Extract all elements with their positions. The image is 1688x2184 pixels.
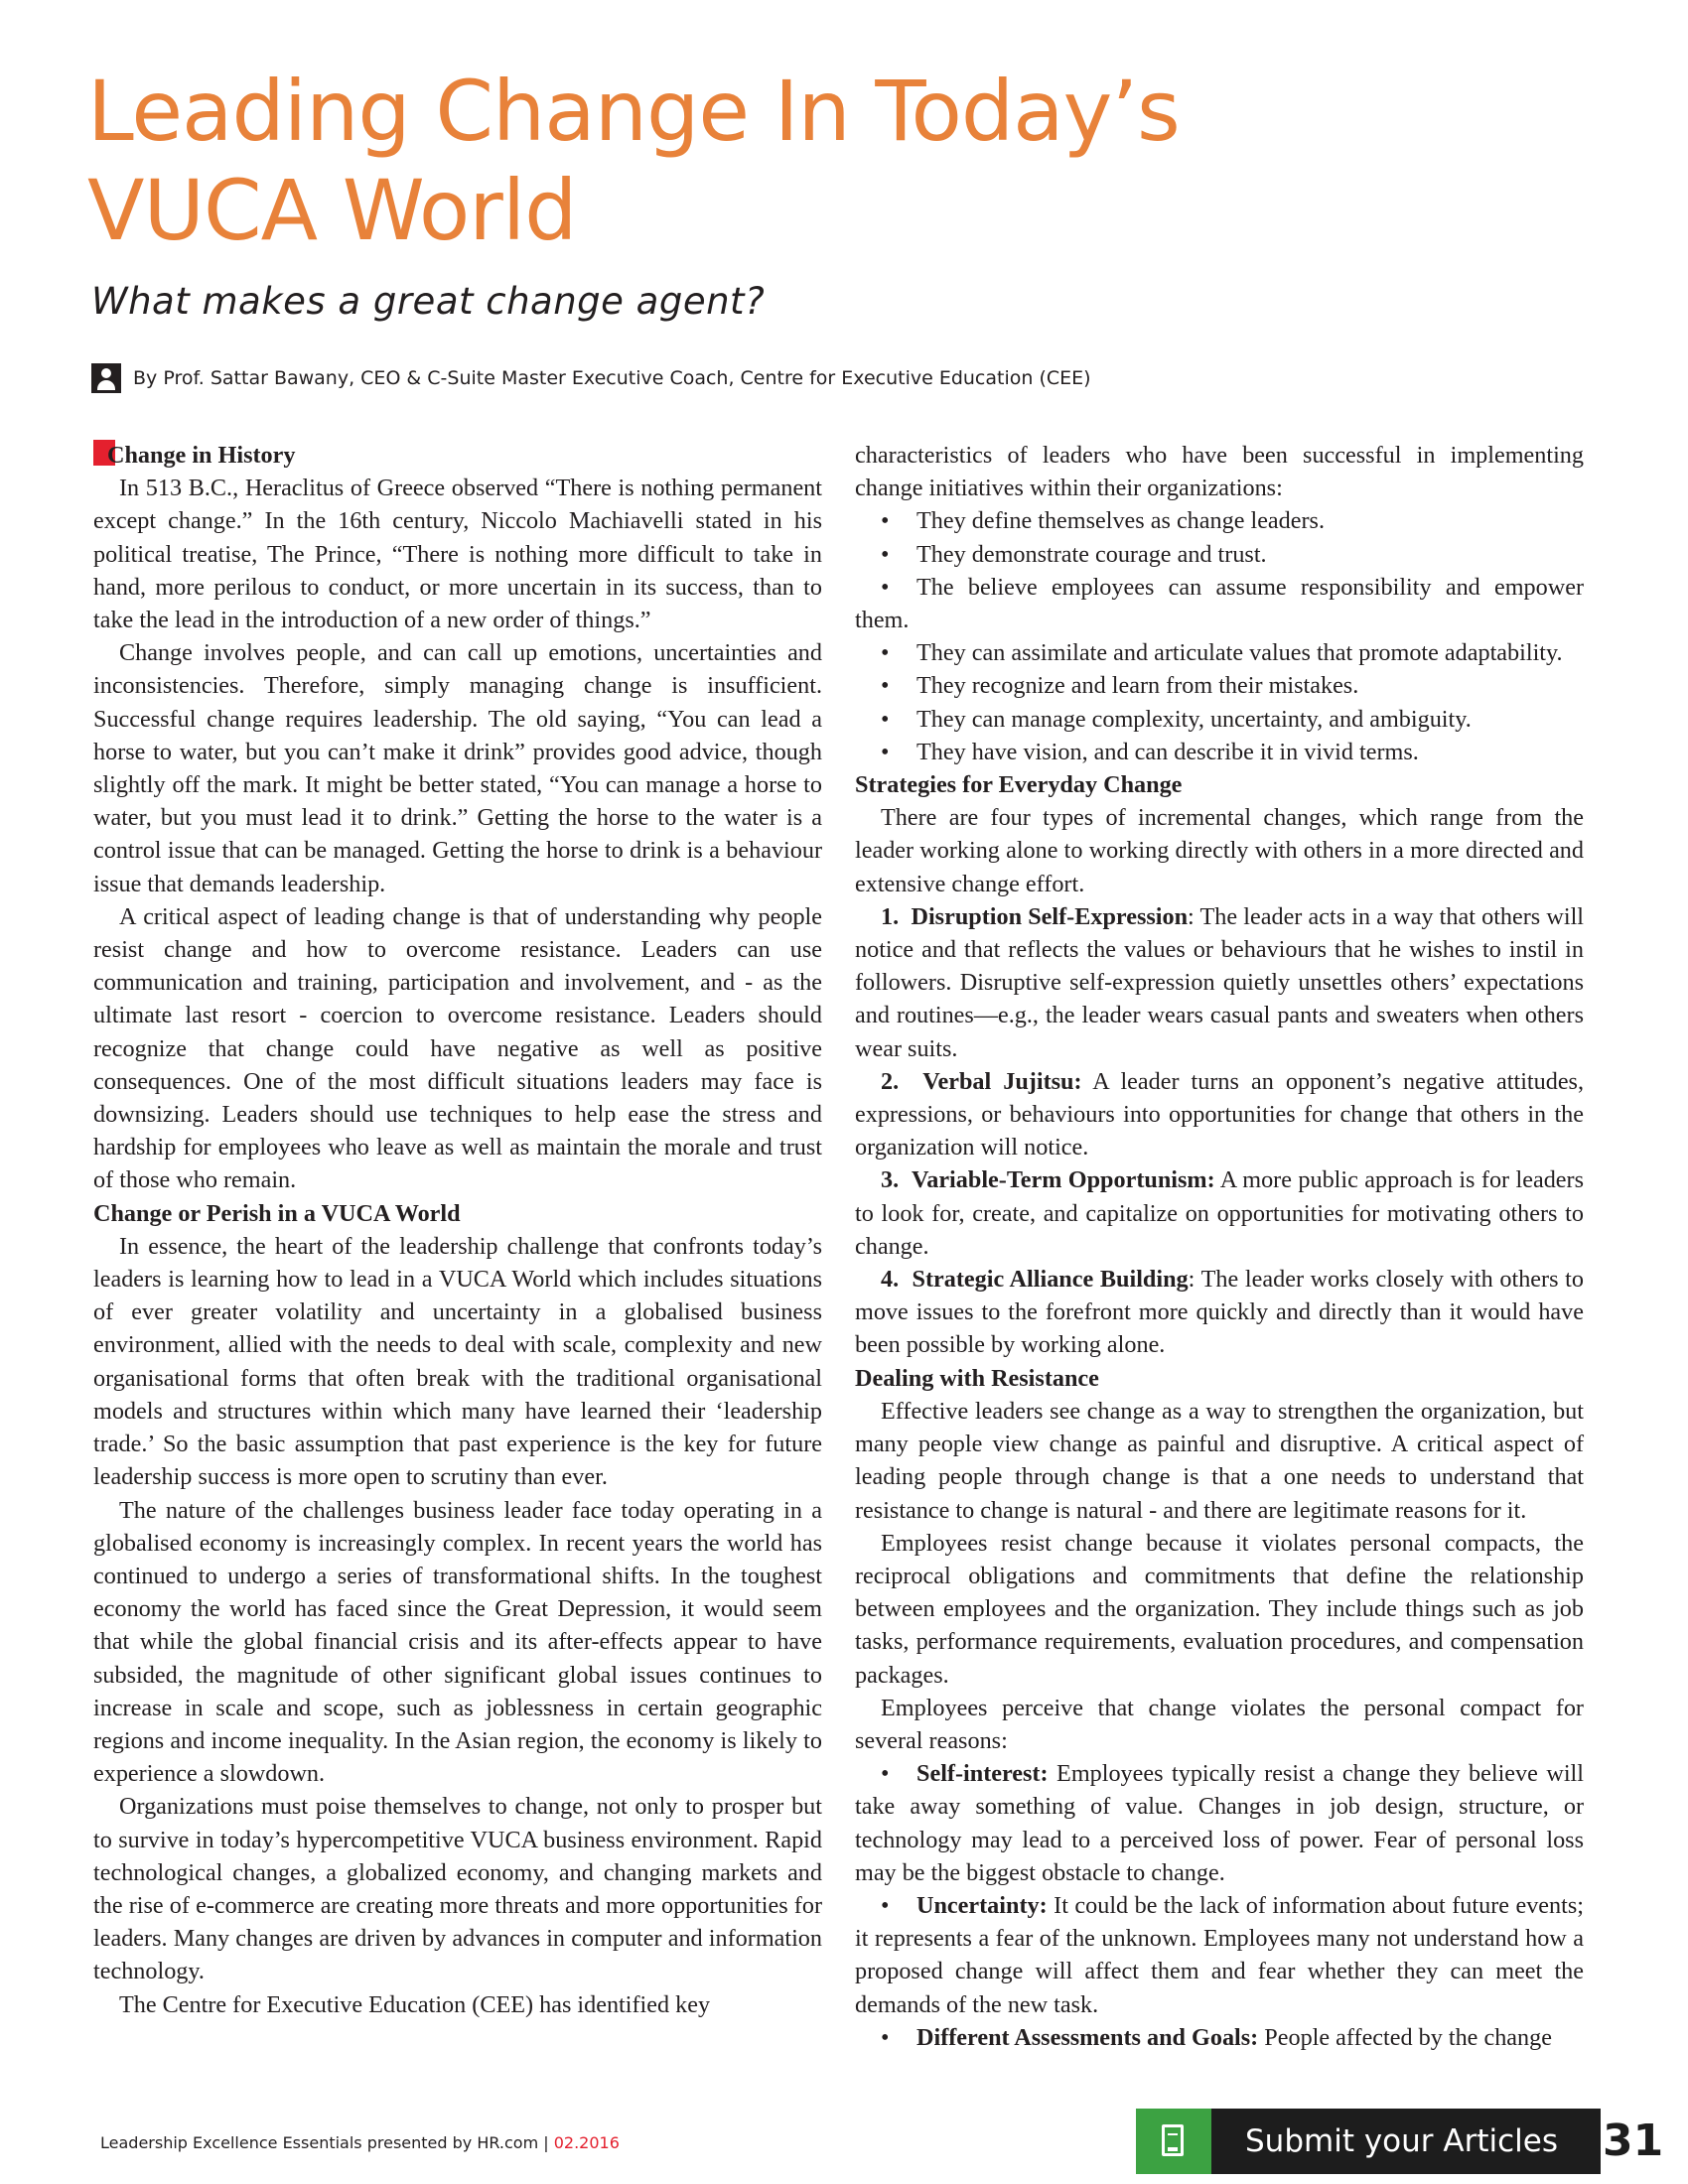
title-line-2: VUCA World bbox=[87, 162, 577, 259]
paragraph: Employees perceive that change violates the personal compact for several reasons: bbox=[855, 1694, 1584, 1754]
strategy-name: Disruption Self-Expression bbox=[911, 902, 1189, 930]
submit-articles-button[interactable] bbox=[1136, 2109, 1597, 2174]
characteristics-list bbox=[855, 504, 1584, 768]
paragraph: Effective leaders see change as a way to strengthen the organization, but many people view change as painful and disruptive. A critical aspect of leading people through change is that a one needs to understand that resistance to change is natural - and there are legitimate reasons for it. bbox=[855, 1397, 1584, 1524]
page-number: 31 bbox=[1597, 2109, 1650, 2174]
strategy-text: The leader works closely with others to move issues to the forefront more quickly and directly than it would have been possible by working alone. bbox=[855, 1266, 1584, 1359]
list-item: • They recognize and learn from their mistakes. bbox=[855, 669, 1584, 702]
list-item bbox=[855, 2021, 1584, 2054]
list-item: • They have vision, and can describe it in vivid terms. bbox=[855, 736, 1584, 768]
list-item: • The believe employees can assume responsibility and empower them. bbox=[855, 571, 1584, 636]
reason-text: It could be the lack of information about future events; it represents a fear of the unknown. Employees many not understand how a proposed change will affect them and fear whether they can meet the demands of the new task. bbox=[855, 1891, 1584, 2018]
paragraph: The Centre for Executive Education (CEE) has identified key bbox=[119, 1990, 711, 2018]
article-subtitle: What makes a great change agent? bbox=[91, 280, 766, 323]
list-item: • They can manage complexity, uncertainty, and ambiguity. bbox=[855, 703, 1584, 736]
submit-articles-label: Submit your Articles bbox=[1245, 2123, 1558, 2159]
paragraph: characteristics of leaders who have been successful in implementing change initiatives within their organizations: bbox=[855, 442, 1584, 502]
reason-name: Different Assessments and Goals: bbox=[916, 2023, 1259, 2051]
strategy-name: Verbal Jujitsu: bbox=[922, 1067, 1082, 1095]
list-item: • They define themselves as change leaders. bbox=[855, 504, 1584, 537]
right-column bbox=[855, 439, 1584, 2054]
paragraph: Change involves people, and can call up emotions, uncertainties and inconsistencies. Therefore, simply managing change is insufficient. Successful change requires leadership. The old saying, “You can lead a horse to water, but you can’t make it drink” provides good advice, though slightly off the mark. It might be better stated, “You can manage a horse to water, but you must lead it to drink.” Getting the horse to the water is a control issue that can be managed. Getting the horse to drink is a behaviour issue that demands leadership. bbox=[93, 639, 822, 897]
list-item: • They demonstrate courage and trust. bbox=[855, 538, 1584, 571]
person-icon bbox=[91, 363, 121, 393]
byline-text: By Prof. Sattar Bawany, CEO & C-Suite Master Executive Coach, Centre for Executive Education (CEE) bbox=[133, 367, 1091, 389]
list-item: • They can assimilate and articulate values that promote adaptability. bbox=[855, 636, 1584, 669]
byline bbox=[91, 361, 1091, 395]
reason-text: People affected by the change bbox=[1258, 2023, 1552, 2051]
strategy-item bbox=[855, 1065, 1584, 1164]
reason-text: Employees typically resist a change they believe will take away something of value. Changes in job design, structure, or technology may lead to a perceived loss of power. Fear of personal loss may be the biggest obstacle to change. bbox=[855, 1760, 1584, 1886]
heading-dealing-with-resistance: Dealing with Resistance bbox=[855, 1364, 1099, 1392]
document-icon-box bbox=[1136, 2109, 1211, 2174]
footer-text: Leadership Excellence Essentials presented by HR.com | bbox=[100, 2133, 554, 2152]
strategy-number: 4. bbox=[881, 1266, 900, 1294]
paragraph: In 513 B.C., Heraclitus of Greece observed “There is nothing permanent except change.” In the 16th century, Niccolo Machiavelli stated in his political treatise, The Prince, “There is nothing more difficult to take in hand, more perilous to conduct, or more uncertain in its success, than to take the lead in the introduction of a new order of things.” bbox=[93, 475, 822, 634]
strategy-separator: : bbox=[1188, 902, 1195, 930]
title-line-1: Leading Change In Today’s bbox=[87, 63, 1180, 160]
paragraph: In essence, the heart of the leadership challenge that confronts today’s leaders is learning how to lead in a VUCA World which includes situations of ever greater volatility and uncertainty in a globalised business environment, allied with the needs to deal with scale, complexity and new organisational forms that often break with the traditional organisational models and structures within which many have learned their ‘leadership trade.’ So the basic assumption that past experience is the key for future leadership success is more open to scrutiny than ever. bbox=[93, 1232, 822, 1491]
strategy-number: 2. bbox=[881, 1067, 900, 1095]
strategy-item bbox=[855, 1263, 1584, 1362]
strategy-number: 3. bbox=[881, 1166, 900, 1194]
document-icon bbox=[1162, 2124, 1184, 2156]
list-item bbox=[855, 1889, 1584, 2021]
strategy-number: 1. bbox=[881, 902, 900, 930]
paragraph: There are four types of incremental changes, which range from the leader working alone to working directly with others in a more directed and extensive change effort. bbox=[855, 804, 1584, 897]
article-title bbox=[87, 62, 1378, 260]
strategy-text: A leader turns an opponent’s negative attitudes, expressions, or behaviours into opportunities for change that others in the organization will notice. bbox=[855, 1067, 1585, 1161]
reason-name: Self-interest: bbox=[916, 1760, 1049, 1788]
reasons-list bbox=[855, 1757, 1584, 2054]
paragraph: The nature of the challenges business leader face today operating in a globalised economy is increasingly complex. In recent years the world has continued to undergo a series of transformational shifts. In the toughest economy the world has faced since the Great Depression, it would seem that while the global financial crisis and its after-effects appear to have subsided, the magnitude of other significant global issues continues to increase in scale and scope, such as joblessness in certain geographic regions and income inequality. In the Asian region, the economy is likely to experience a slowdown. bbox=[93, 1496, 822, 1788]
strategy-separator: : bbox=[1188, 1266, 1196, 1294]
heading-change-or-perish: Change or Perish in a VUCA World bbox=[93, 1199, 461, 1227]
heading-strategies: Strategies for Everyday Change bbox=[855, 771, 1183, 799]
left-column bbox=[93, 439, 822, 2021]
issue-date: 02.2016 bbox=[553, 2133, 620, 2152]
reason-name: Uncertainty: bbox=[916, 1891, 1048, 1919]
strategy-name: Strategic Alliance Building bbox=[912, 1266, 1189, 1294]
strategy-item bbox=[855, 1163, 1584, 1263]
strategy-name: Variable-Term Opportunism: bbox=[911, 1166, 1215, 1194]
paragraph: Organizations must poise themselves to change, not only to prosper but to survive in today’s hypercompetitive VUCA business environment. Rapid technological changes, a globalized economy, and changing markets and the rise of e-commerce are creating more threats and more opportunities for leaders. Many changes are driven by advances in computer and information technology. bbox=[93, 1793, 822, 1985]
footer-credit bbox=[100, 2133, 620, 2152]
paragraph: A critical aspect of leading change is that of understanding why people resist change and how to overcome resistance. Leaders can use communication and training, participation and involvement, and - as the ultimate last resort - coercion to overcome resistance. Leaders should recognize that change could have negative as well as positive consequences. One of the most difficult situations leaders may face is downsizing. Leaders should use techniques to help ease the stress and hardship for employees who leave as well as maintain the morale and trust of those who remain. bbox=[93, 902, 822, 1194]
strategy-text: The leader acts in a way that others will notice and that reflects the values or behaviours that he wishes to instil in followers. Disruptive self-expression quietly unsettles others’ expectations and routines—e.g., the leader wears casual pants and sweaters when others wear suits. bbox=[855, 902, 1585, 1062]
strategy-text: A more public approach is for leaders to look for, create, and capitalize on opportunities for motivating others to change. bbox=[855, 1166, 1584, 1260]
strategy-item bbox=[855, 900, 1584, 1065]
list-item bbox=[855, 1757, 1584, 1889]
paragraph: Employees resist change because it violates personal compacts, the reciprocal obligations and commitments that define the relationship between employees and the organization. They include things such as job tasks, performance requirements, evaluation procedures, and compensation packages. bbox=[855, 1529, 1584, 1689]
heading-change-in-history: Change in History bbox=[93, 439, 822, 472]
